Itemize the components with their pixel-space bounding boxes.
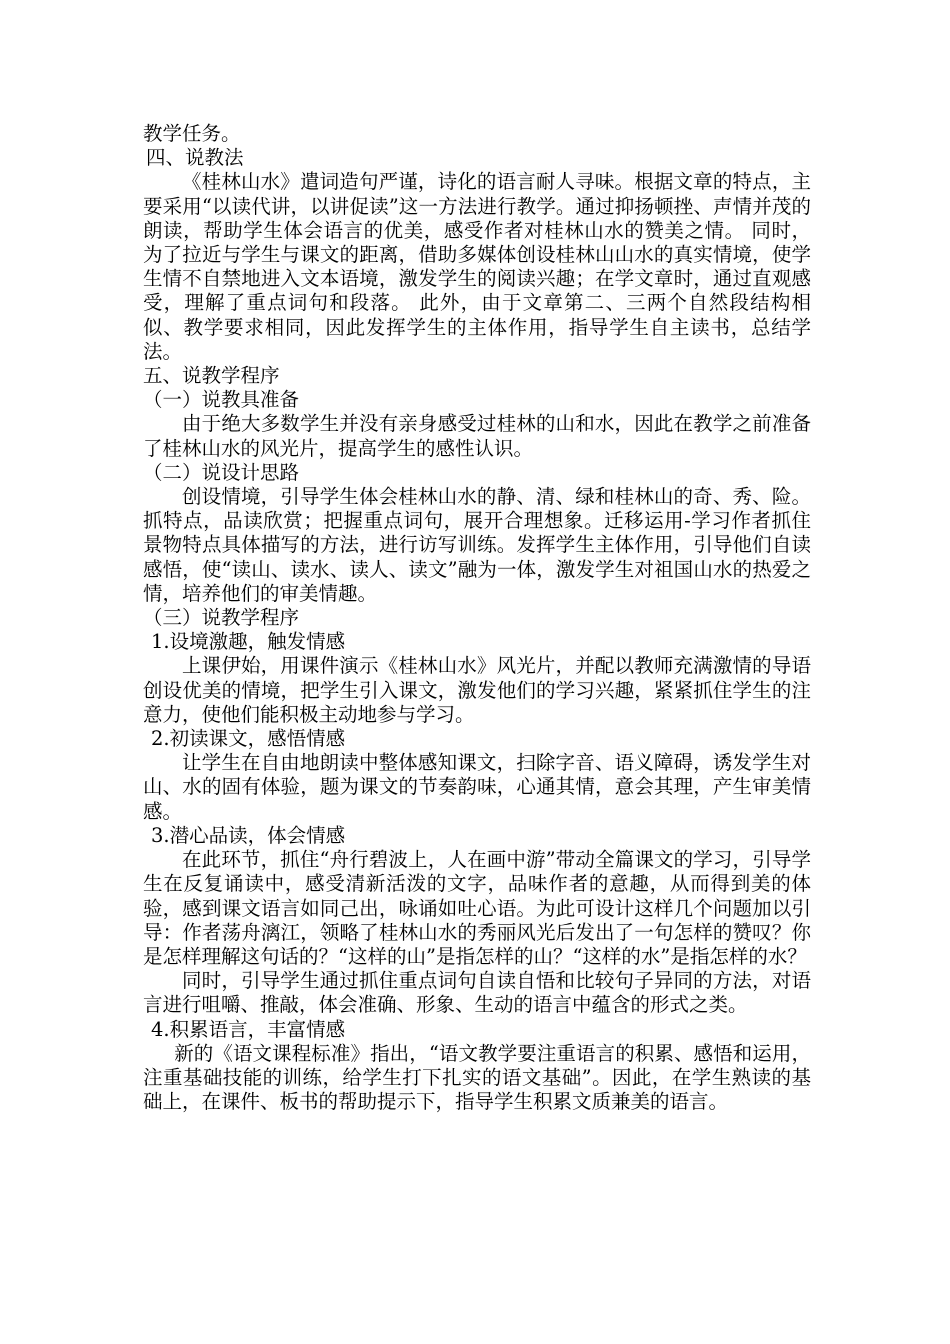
section-heading-teaching-procedure: 五、说教学程序 (143, 364, 280, 388)
paragraph-step-4: 新的《语文课程标准》指出，“语文教学要注重语言的积累、感悟和运用，注重基础技能的训练，给学生打下扎实的语文基础”。因此，在学生熟读的基础上，在课件、板书的帮助提示下，指导学生积累文质兼美的语言。 (143, 1041, 811, 1114)
document-page (143, 122, 811, 1114)
step-heading-1: 1.设境激趣，触发情感 (151, 630, 346, 654)
paragraph-step-1: 上课伊始，用课件演示《桂林山水》风光片，并配以教师充满激情的导语创设优美的情境，把学生引入课文，激发他们的学习兴趣，紧紧抓住学生的注意力，使他们能积极主动地参与学习。 (143, 654, 811, 726)
paragraph-teaching-aids: 由于绝大多数学生并没有亲身感受过桂林的山和水，因此在教学之前准备了桂林山水的风光片，提高学生的感性认识。 (143, 412, 811, 460)
subheading-teaching-steps: （三）说教学程序 (143, 606, 300, 630)
step-heading-4: 4.积累语言，丰富情感 (151, 1017, 346, 1041)
subheading-design-ideas: （二）说设计思路 (143, 460, 300, 484)
subheading-teaching-aids: （一）说教具准备 (143, 388, 300, 412)
section-heading-teaching-method: 四、说教法 (146, 146, 244, 170)
paragraph-teaching-method: 《桂林山水》遣词造句严谨，诗化的语言耐人寻味。根据文章的特点，主要采用“以读代讲，以讲促读”这一方法进行教学。通过抑扬顿挫、声情并茂的朗读，帮助学生体会语言的优美，感受作者对桂林山水的赞美之情。 同时，为了拉近与学生与课文的距离，借助多媒体创设桂林山山水的真实情境，使学生情不自禁地进入文本语境，激发学生的阅读兴趣；在学文章时，通过直观感受，理解了重点词句和段落。 此外，由于文章第二、三两个自然段结构相似、教学要求相同，因此发挥学生的主体作用，指导学生自主读书，总结学法。 (143, 170, 811, 363)
paragraph-design-ideas: 创设情境，引导学生体会桂林山水的静、清、绿和桂林山的奇、秀、险。抓特点，品读欣赏；把握重点词句，展开合理想象。迁移运用-学习作者抓住景物特点具体描写的方法，进行访写训练。发挥学生主体作用，引导他们自读感悟，使“读山、读水、读人、读文”融为一体，激发学生对祖国山水的热爱之情，培养他们的审美情趣。 (143, 485, 811, 605)
step-heading-3: 3.潜心品读，体会情感 (151, 823, 346, 847)
step-heading-2: 2.初读课文，感悟情感 (151, 727, 346, 751)
paragraph-step-3: 在此环节，抓住“舟行碧波上，人在画中游”带动全篇课文的学习，引导学生在反复诵读中，感受清新活泼的文字，品味作者的意趣，从而得到美的体验，感到课文语言如同己出，咏诵如吐心语。为此可设计这样几个问题加以引导：作者荡舟漓江，领略了桂林山水的秀丽风光后发出了一句怎样的赞叹？你是怎样理解这句话的？“这样的山”是指怎样的山？“这样的水”是指怎样的水？ (143, 848, 811, 968)
paragraph-step-3-continued: 同时，引导学生通过抓住重点词句自读自悟和比较句子异同的方法，对语言进行咀嚼、推敲，体会准确、形象、生动的语言中蕴含的形式之类。 (143, 969, 811, 1017)
paragraph-continuation: 教学任务。 (143, 122, 241, 145)
paragraph-step-2: 让学生在自由地朗读中整体感知课文，扫除字音、语义障碍，诱发学生对山、水的固有体验，题为课文的节奏韵味，心通其情，意会其理，产生审美情感。 (143, 751, 811, 823)
